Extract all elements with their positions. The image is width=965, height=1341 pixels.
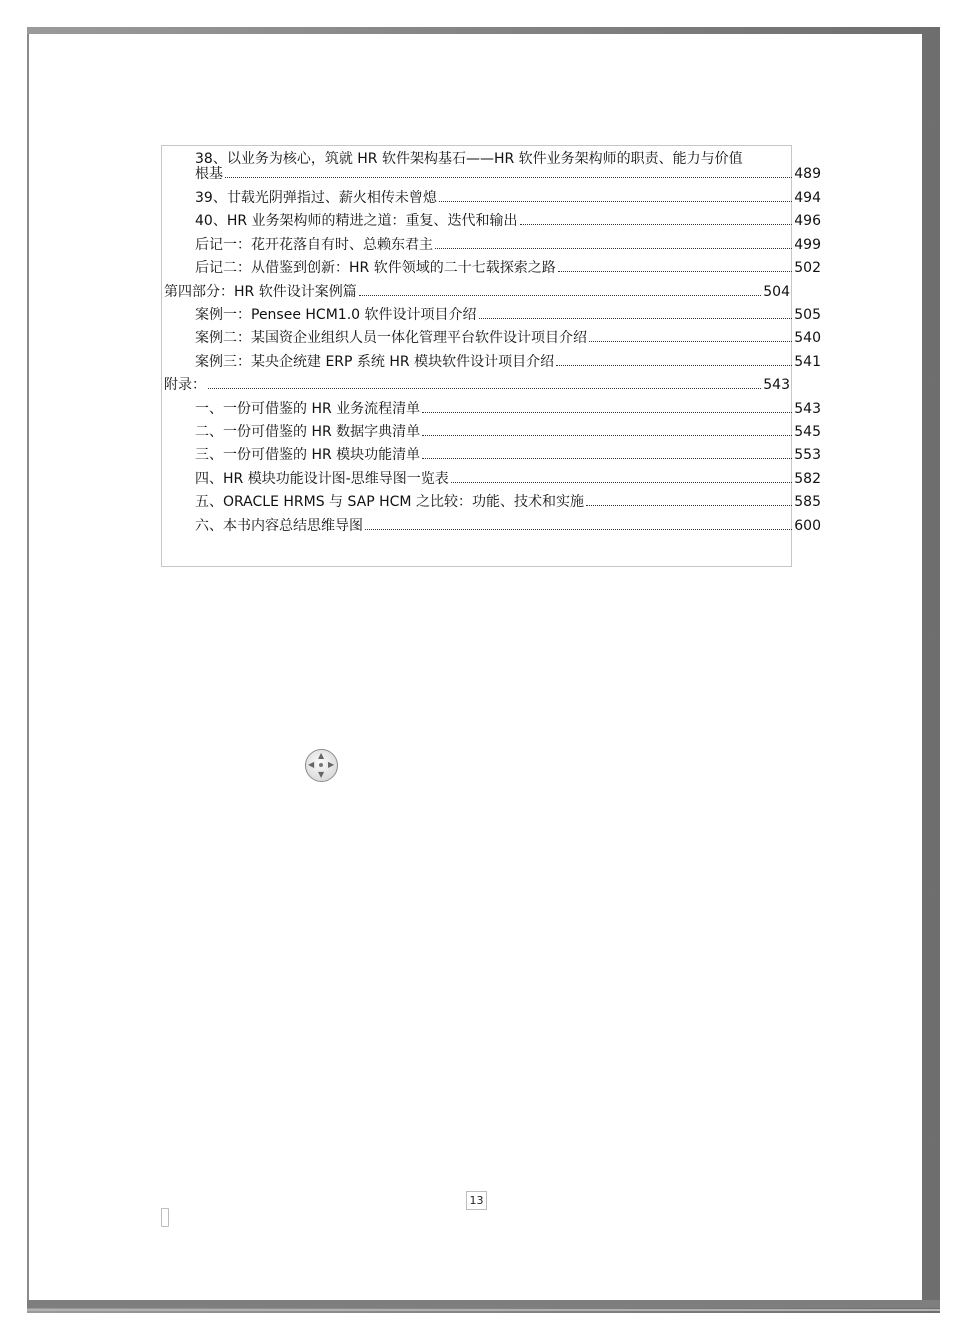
toc-entry-page: 545: [794, 424, 821, 440]
toc-entry[interactable]: [162, 182, 821, 205]
toc-entry-text: 三、一份可借鉴的 HR 模块功能清单: [195, 447, 421, 464]
scroll-navigation-widget[interactable]: [305, 749, 338, 782]
toc-entry-text: 附录：: [164, 377, 206, 394]
toc-entry-text: 根基: [195, 166, 223, 182]
toc-leader-dots: [225, 177, 792, 178]
page-bottom-edge-light: [27, 1309, 940, 1311]
toc-entry-text: 39、廿载光阴弹指过、薪火相传未曾熄: [195, 190, 437, 206]
toc-entry-page: 494: [794, 190, 821, 206]
toc-entry-page: 496: [794, 213, 821, 230]
toc-leader-dots: [208, 388, 761, 389]
toc-entry-page: 543: [763, 377, 790, 394]
toc-entry-text: 第四部分：HR 软件设计案例篇: [164, 283, 357, 300]
toc-leader-dots: [589, 341, 792, 342]
toc-entry-page: 489: [794, 166, 821, 182]
toc-entry[interactable]: [162, 252, 821, 275]
toc-entry[interactable]: [162, 299, 821, 322]
toc-entry[interactable]: [162, 276, 790, 299]
toc-entry-text: 案例一：Pensee HCM1.0 软件设计项目介绍: [195, 307, 477, 323]
toc-leader-dots: [439, 201, 792, 202]
toc-entry-text: 六、本书内容总结思维导图: [195, 517, 363, 534]
toc-leader-dots: [520, 224, 793, 225]
toc-entry[interactable]: [162, 369, 790, 392]
toc-entry[interactable]: [162, 322, 821, 345]
toc-entry-38-line1: 38、以业务为核心，筑就 HR 软件架构基石——HR 软件业务架构师的职责、能力与价值: [195, 151, 743, 167]
toc-entry-38-line2[interactable]: [162, 158, 821, 181]
toc-entry-page: 541: [794, 353, 821, 370]
page-bottom-edge: [27, 1300, 940, 1308]
toc-entry-page: 600: [794, 517, 821, 534]
toc-entry-text: 后记一：花开花落自有时、总赖东君主: [195, 236, 433, 253]
toc-entry-text: 40、HR 业务架构师的精进之道：重复、迭代和输出: [195, 213, 518, 230]
nav-down-arrow-icon[interactable]: ▼: [318, 770, 325, 779]
toc-entry-text: 四、HR 模块功能设计图-思维导图一览表: [195, 470, 449, 487]
nav-left-arrow-icon[interactable]: ◀: [308, 760, 315, 769]
toc-entry-page: 502: [794, 260, 821, 277]
toc-entry-text: 一、一份可借鉴的 HR 业务流程清单: [195, 400, 421, 417]
toc-entry[interactable]: [162, 205, 821, 228]
toc-entry-page: 499: [794, 236, 821, 253]
toc-leader-dots: [586, 505, 792, 506]
toc-entry-page: 504: [763, 283, 790, 300]
page-number: 13: [466, 1191, 487, 1210]
toc-entry-page: 543: [794, 400, 821, 417]
toc-leader-dots: [558, 271, 793, 272]
toc-entry-text: 二、一份可借鉴的 HR 数据字典清单: [195, 424, 421, 440]
toc-leader-dots: [422, 435, 792, 436]
toc-entry[interactable]: [162, 393, 821, 416]
nav-center-dot: [319, 763, 323, 767]
toc-entry-text: 后记二：从借鉴到创新：HR 软件领域的二十七载探索之路: [195, 260, 556, 277]
toc-entry[interactable]: [162, 416, 821, 439]
toc-leader-dots: [365, 529, 792, 530]
toc-entry-page: 540: [794, 330, 821, 347]
toc-leader-dots: [556, 365, 792, 366]
toc-entry[interactable]: [162, 229, 821, 252]
toc-leader-dots: [479, 318, 793, 319]
toc-leader-dots: [422, 412, 792, 413]
toc-leader-dots: [435, 248, 792, 249]
toc-leader-dots: [422, 458, 792, 459]
text-cursor-marker: [161, 1208, 169, 1227]
toc-entry[interactable]: [162, 439, 821, 462]
toc-entry-text: 案例二：某国资企业组织人员一体化管理平台软件设计项目介绍: [195, 330, 587, 347]
toc-leader-dots: [451, 482, 793, 483]
nav-up-arrow-icon[interactable]: ▲: [318, 751, 325, 760]
toc-entry-page: 553: [794, 447, 821, 464]
toc-leader-dots: [359, 295, 762, 296]
toc-entry-page: 582: [794, 470, 821, 487]
toc-entry-page: 585: [794, 494, 821, 511]
toc-entry-text: 五、ORACLE HRMS 与 SAP HCM 之比较：功能、技术和实施: [195, 494, 584, 511]
toc-entry[interactable]: [162, 510, 821, 533]
toc-entry[interactable]: [162, 486, 821, 509]
nav-right-arrow-icon[interactable]: ▶: [328, 760, 335, 769]
toc-entry-text: 案例三：某央企统建 ERP 系统 HR 模块软件设计项目介绍: [195, 353, 555, 370]
table-of-contents: [161, 145, 821, 567]
toc-entry-page: 505: [794, 307, 821, 323]
toc-entry[interactable]: [162, 463, 821, 486]
toc-entry[interactable]: [162, 346, 821, 369]
